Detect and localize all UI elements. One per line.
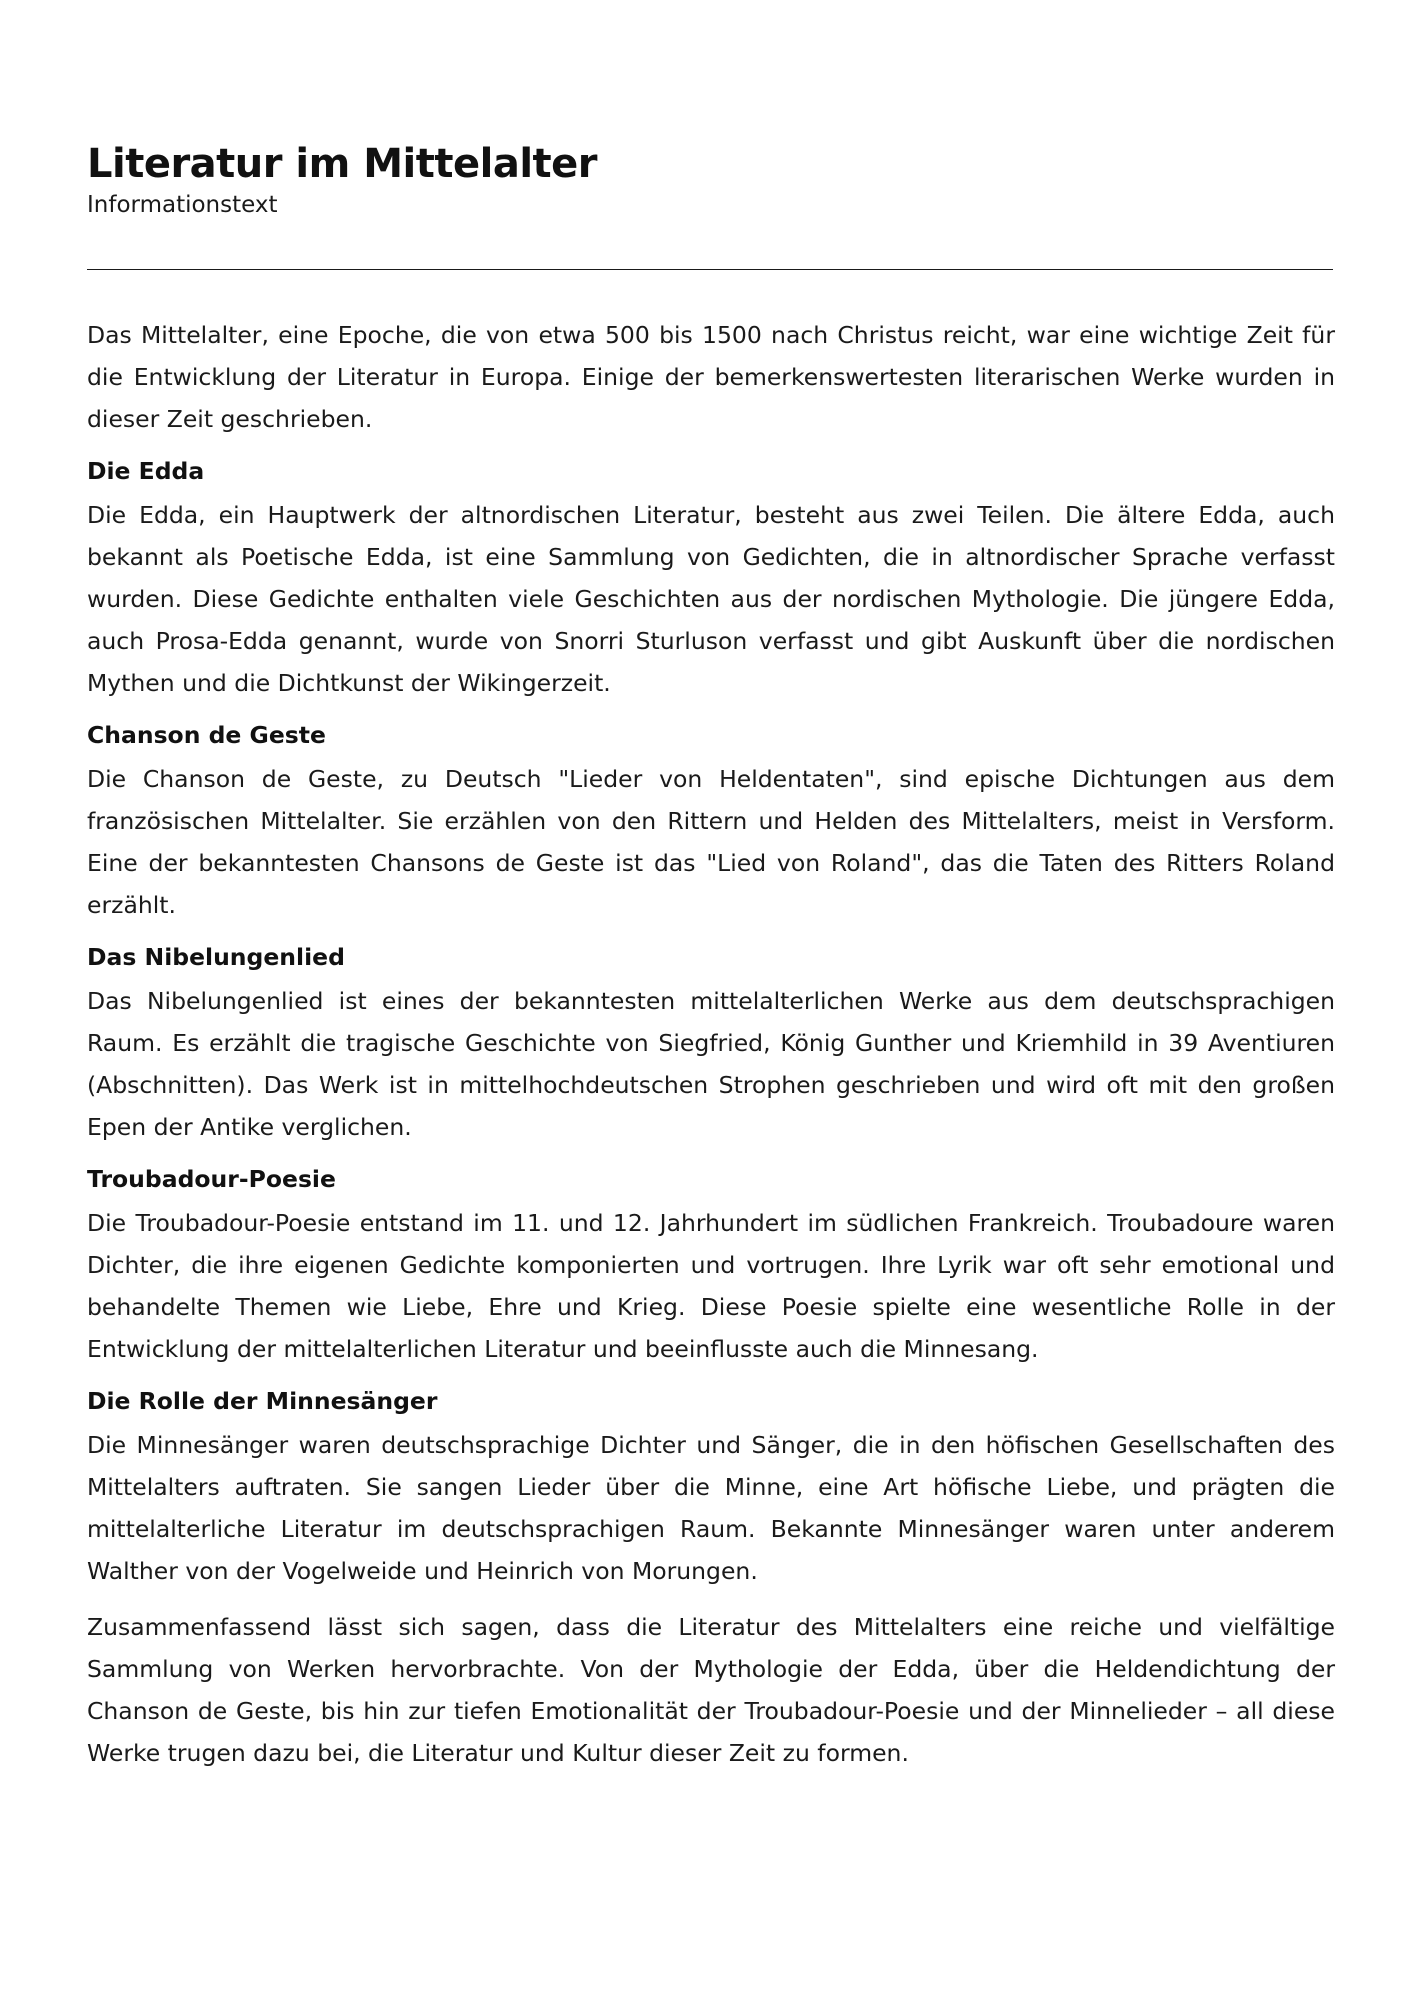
- section-nibelungenlied: [87, 940, 1335, 1148]
- document-title: Literatur im Mittelalter: [87, 141, 598, 187]
- section-paragraph: Die Chanson de Geste, zu Deutsch "Lieder von Heldentaten", sind epische Dichtungen aus dem französischen Mittelalter. Sie erzählen von den Rittern und Helden des Mittelalters, meist in Versform. Eine der bekanntesten Chansons de Geste ist das "Lied von Roland", das die Taten des Ritters Roland erzählt.: [87, 765, 1335, 919]
- section-paragraph: Die Troubadour-Poesie entstand im 11. und 12. Jahrhundert im südlichen Frankreich. Troubadoure waren Dichter, die ihre eigenen Gedichte komponierten und vortrugen. Ihre Lyrik war oft sehr emotional und behandelte Themen wie Liebe, Ehre und Krieg. Diese Poesie spielte eine wesentliche Rolle in der Entwicklung der mittelalterlichen Literatur und beeinflusste auch die Minnesang.: [87, 1209, 1335, 1363]
- title-divider: [87, 269, 1333, 270]
- intro-paragraph: Das Mittelalter, eine Epoche, die von etwa 500 bis 1500 nach Christus reicht, war eine wichtige Zeit für die Entwicklung der Literatur in Europa. Einige der bemerkenswertesten literarischen Werke wurden in dieser Zeit geschrieben.: [87, 321, 1335, 433]
- section-troubadour-poesie: [87, 1162, 1335, 1370]
- document-page: [87, 140, 1335, 1767]
- section-heading: Das Nibelungenlied: [87, 943, 345, 971]
- section-heading: Troubadour-Poesie: [87, 1165, 336, 1193]
- section-heading: Chanson de Geste: [87, 721, 326, 749]
- section-paragraph: Das Nibelungenlied ist eines der bekanntesten mittelalterlichen Werke aus dem deutschsprachigen Raum. Es erzählt die tragische Geschichte von Siegfried, König Gunther und Kriemhild in 39 Aventiuren (Abschnitten). Das Werk ist in mittelhochdeutschen Strophen geschrieben und wird oft mit den großen Epen der Antike verglichen.: [87, 987, 1335, 1141]
- section-heading: Die Rolle der Minnesänger: [87, 1387, 438, 1415]
- section-heading: Die Edda: [87, 457, 205, 485]
- document-subtitle: Informationstext: [87, 192, 278, 218]
- section-chanson-de-geste: [87, 718, 1335, 926]
- section-paragraph: Die Minnesänger waren deutschsprachige Dichter und Sänger, die in den höfischen Gesellschaften des Mittelalters auftraten. Sie sangen Lieder über die Minne, eine Art höfische Liebe, und prägten die mittelalterliche Literatur im deutschsprachigen Raum. Bekannte Minnesänger waren unter anderem Walther von der Vogelweide und Heinrich von Morungen.: [87, 1431, 1335, 1585]
- summary-paragraph: Zusammenfassend lässt sich sagen, dass die Literatur des Mittelalters eine reiche und vielfältige Sammlung von Werken hervorbrachte. Von der Mythologie der Edda, über die Heldendichtung der Chanson de Geste, bis hin zur tiefen Emotionalität der Troubadour-Poesie und der Minnelieder – all diese Werke trugen dazu bei, die Literatur und Kultur dieser Zeit zu formen.: [87, 1613, 1335, 1767]
- document-body: [87, 314, 1335, 1774]
- section-edda: [87, 454, 1335, 704]
- section-minnesaenger: [87, 1384, 1335, 1592]
- section-paragraph: Die Edda, ein Hauptwerk der altnordischen Literatur, besteht aus zwei Teilen. Die ältere Edda, auch bekannt als Poetische Edda, ist eine Sammlung von Gedichten, die in altnordischer Sprache verfasst wurden. Diese Gedichte enthalten viele Geschichten aus der nordischen Mythologie. Die jüngere Edda, auch Prosa-Edda genannt, wurde von Snorri Sturluson verfasst und gibt Auskunft über die nordischen Mythen und die Dichtkunst der Wikingerzeit.: [87, 501, 1335, 697]
